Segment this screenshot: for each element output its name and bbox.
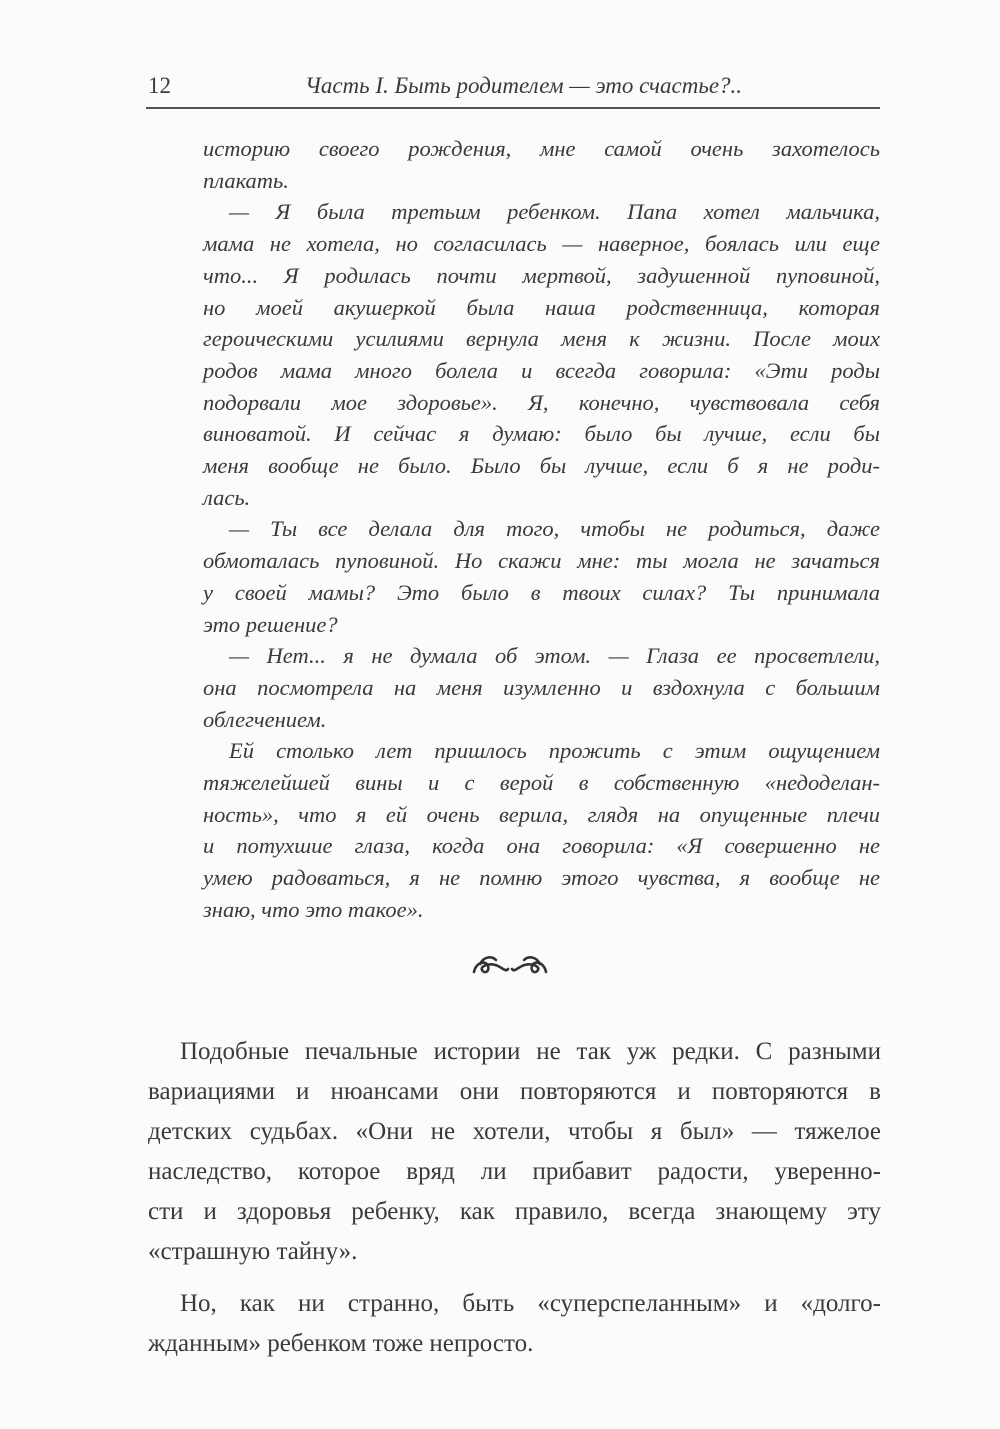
text-line: детских судьбах. «Они не хотели, чтобы я был» — тяжелое — [148, 1118, 881, 1145]
paragraph — [148, 1032, 881, 1272]
text-line: «страшную тайну». — [148, 1238, 358, 1265]
text-line: Ей столько лет пришлось прожить с этим ощущением — [229, 738, 880, 764]
text-line: но моей акушеркой была наша родственница, которая — [203, 294, 880, 320]
text-line: родов мама много болела и всегда говорила: «Эти роды — [203, 357, 880, 383]
paragraph — [203, 133, 880, 196]
text-line: обмоталась пуповиной. Но скажи мне: ты могла не зачаться — [203, 548, 880, 574]
text-line: — Я была третьим ребенком. Папа хотел мальчика, — [229, 199, 880, 225]
quoted-dialogue-block — [203, 133, 880, 926]
text-line: это решение? — [203, 611, 338, 637]
text-line: жданным» ребенком тоже непросто. — [148, 1330, 534, 1357]
text-line: плакать. — [203, 167, 289, 193]
text-line: наследство, которое вряд ли прибавит радости, уверенно- — [148, 1158, 881, 1185]
text-line: подорвали мое здоровье». Я, конечно, чувствовала себя — [203, 389, 880, 415]
text-line: Но, как ни странно, быть «суперспеланным» и «долго- — [180, 1290, 881, 1317]
text-line: историю своего рождения, мне самой очень захотелось — [203, 136, 880, 161]
text-line: она посмотрела на меня изумленно и вздохнула с большим — [203, 674, 880, 700]
text-line: ность», что я ей очень верила, глядя на опущенные плечи — [203, 801, 880, 827]
text-line: тяжелейшей вины и с верой в собственную «недоделан- — [203, 770, 880, 796]
paragraph — [203, 513, 880, 640]
text-line: облегчением. — [203, 706, 327, 732]
paragraph — [148, 1284, 881, 1364]
text-line: меня вообще не было. Было бы лучше, если б я не роди- — [203, 453, 880, 479]
header-rule — [146, 107, 880, 109]
text-line: сти и здоровья ребенку, как правило, всегда знающему эту — [148, 1198, 881, 1225]
text-line: — Ты все делала для того, чтобы не родиться, даже — [229, 516, 880, 542]
paragraph — [203, 196, 880, 513]
paragraph — [203, 735, 880, 925]
text-line: виноватой. И сейчас я думаю: было бы лучше, если бы — [203, 421, 880, 447]
body-text — [148, 1032, 881, 1364]
page-number: 12 — [148, 73, 171, 98]
text-line: и потухшие глаза, когда она говорила: «Я совершенно не — [203, 833, 880, 859]
text-line: лась. — [203, 484, 251, 510]
text-line: героическими усилиями вернула меня к жизни. После моих — [203, 326, 880, 352]
text-line: что... Я родилась почти мертвой, задушенной пуповиной, — [203, 262, 880, 288]
text-line: умею радоваться, я не помню этого чувства, я вообще не — [203, 865, 880, 891]
fleuron-divider-icon — [470, 952, 550, 987]
text-line: у своей мамы? Это было в твоих силах? Ты принимала — [203, 579, 880, 605]
text-line: мама не хотела, но согласилась — наверное, боялась или еще — [203, 231, 880, 257]
paragraph — [203, 640, 880, 735]
running-title: Часть I. Быть родителем — это счастье?.. — [305, 73, 743, 98]
text-line: Подобные печальные истории не так уж редки. С разными — [180, 1038, 881, 1065]
text-line: знаю, что это такое». — [203, 896, 424, 922]
text-line: — Нет... я не думала об этом. — Глаза ее просветлели, — [229, 643, 880, 669]
text-line: вариациями и нюансами они повторяются и повторяются в — [148, 1078, 881, 1105]
